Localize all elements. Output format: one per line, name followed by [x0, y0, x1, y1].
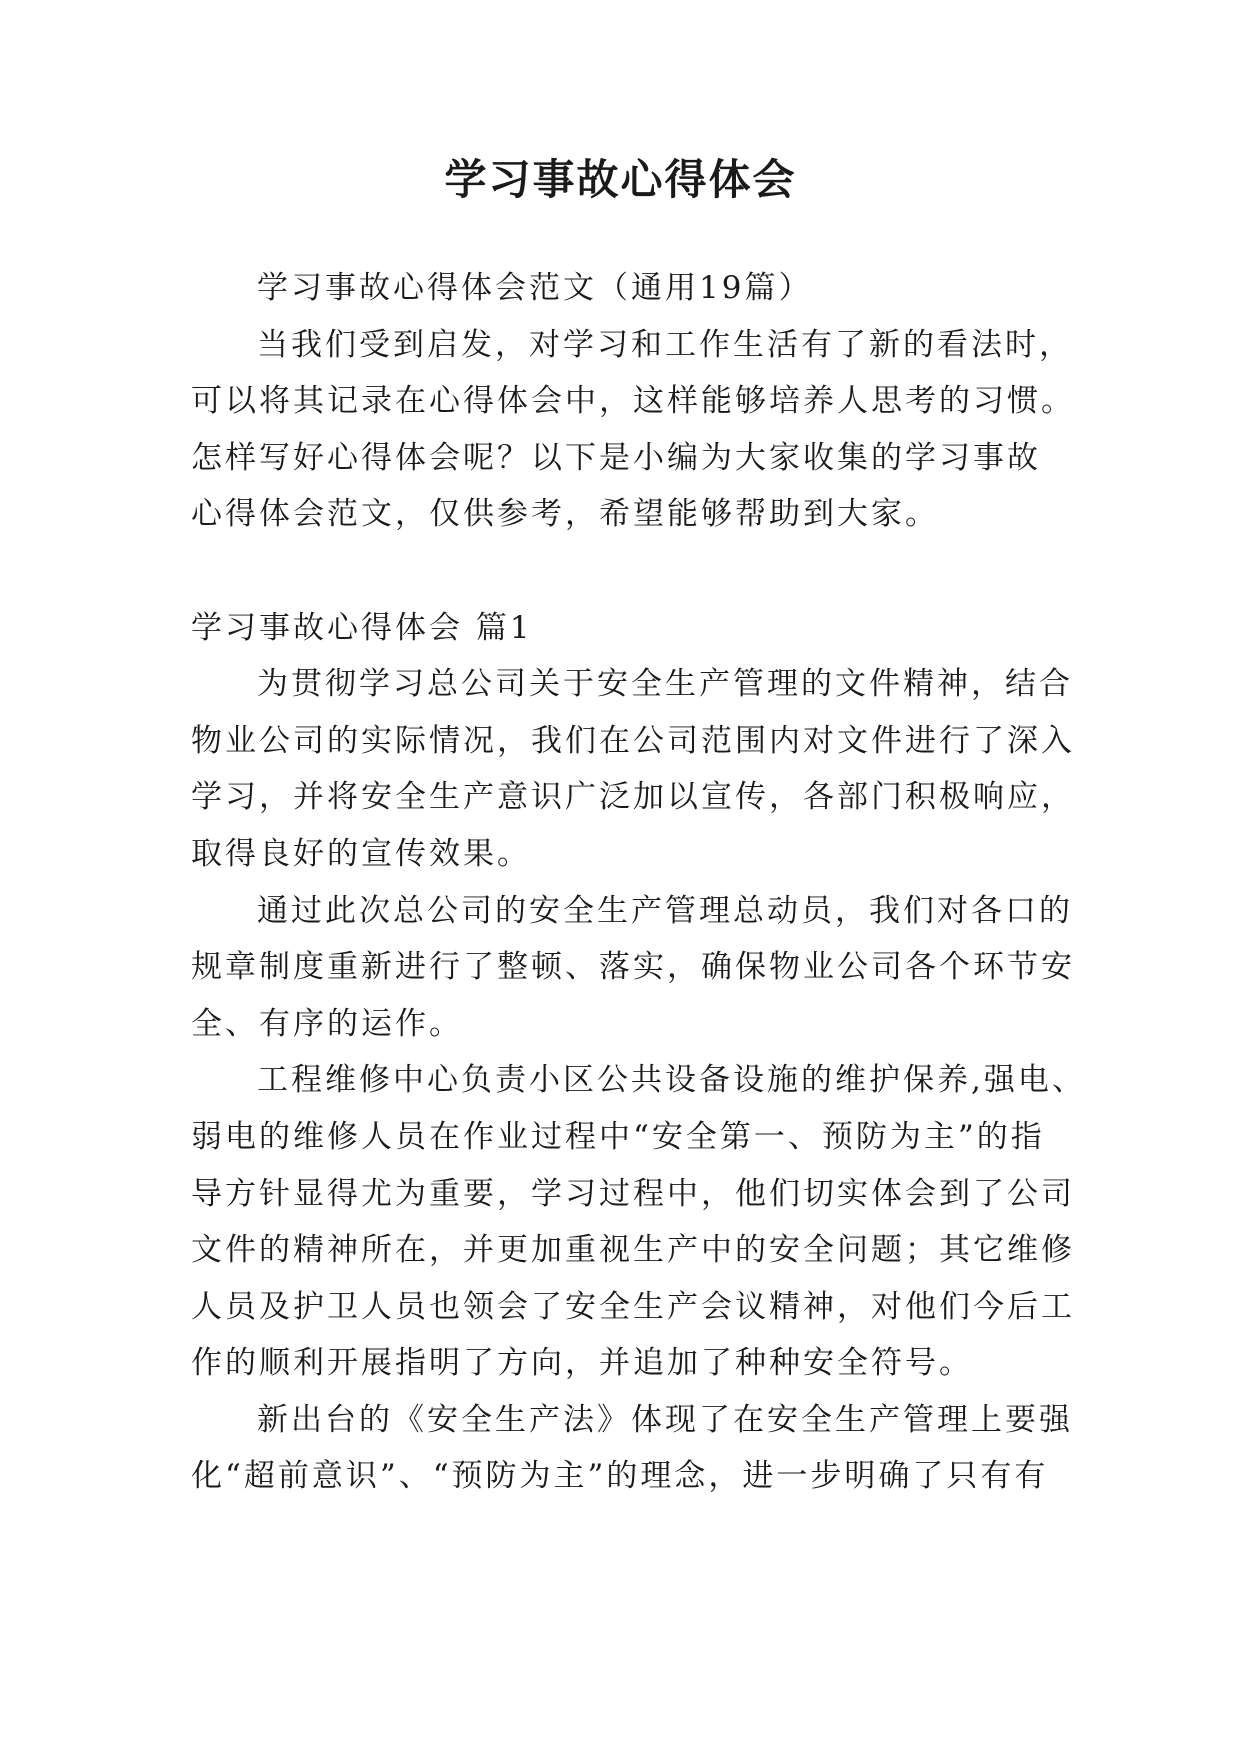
paragraph-line: 规章制度重新进行了整顿、落实，确保物业公司各个环节安: [191, 949, 1075, 986]
section-heading: 学习事故心得体会 篇1: [191, 609, 533, 646]
paragraph-line: 作的顺利开展指明了方向，并追加了种种安全符号。: [191, 1345, 973, 1382]
document-subtitle: 学习事故心得体会范文（通用19篇）: [257, 270, 813, 306]
document-body: [191, 260, 1086, 1505]
paragraph-line: 学习，并将安全生产意识广泛加以宣传，各部门积极响应，: [191, 779, 1075, 816]
intro-line: 怎样写好心得体会呢？以下是小编为大家收集的学习事故: [191, 439, 1041, 476]
paragraph-line: 文件的精神所在，并更加重视生产中的安全问题；其它维修: [191, 1232, 1075, 1269]
paragraph-line: 工程维修中心负责小区公共设备设施的维护保养,强电、: [257, 1062, 1086, 1099]
paragraph-line: 为贯彻学习总公司关于安全生产管理的文件精神，结合: [257, 666, 1073, 703]
intro-line: 可以将其记录在心得体会中，这样能够培养人思考的习惯。: [191, 383, 1075, 420]
document-title: 学习事故心得体会: [444, 155, 797, 204]
intro-line: 心得体会范文，仅供参考，希望能够帮助到大家。: [191, 496, 939, 533]
intro-line: 当我们受到启发，对学习和工作生活有了新的看法时，: [257, 326, 1073, 363]
paragraph-line: 新出台的《安全生产法》体现了在安全生产管理上要强: [257, 1401, 1073, 1438]
paragraph-line: 化“超前意识”、“预防为主”的理念，进一步明确了只有有: [191, 1458, 1049, 1495]
paragraph-line: 导方针显得尤为重要，学习过程中，他们切实体会到了公司: [191, 1175, 1075, 1212]
paragraph-line: 人员及护卫人员也领会了安全生产会议精神，对他们今后工: [191, 1288, 1075, 1325]
paragraph-line: 物业公司的实际情况，我们在公司范围内对文件进行了深入: [191, 722, 1075, 759]
paragraph-gap: [191, 543, 1071, 600]
paragraph-line: 取得良好的宣传效果。: [191, 835, 531, 872]
paragraph-line: 全、有序的运作。: [191, 1005, 463, 1042]
paragraph-line: 弱电的维修人员在作业过程中“安全第一、预防为主”的指: [191, 1118, 1045, 1155]
paragraph-line: 通过此次总公司的安全生产管理总动员，我们对各口的: [257, 892, 1073, 929]
